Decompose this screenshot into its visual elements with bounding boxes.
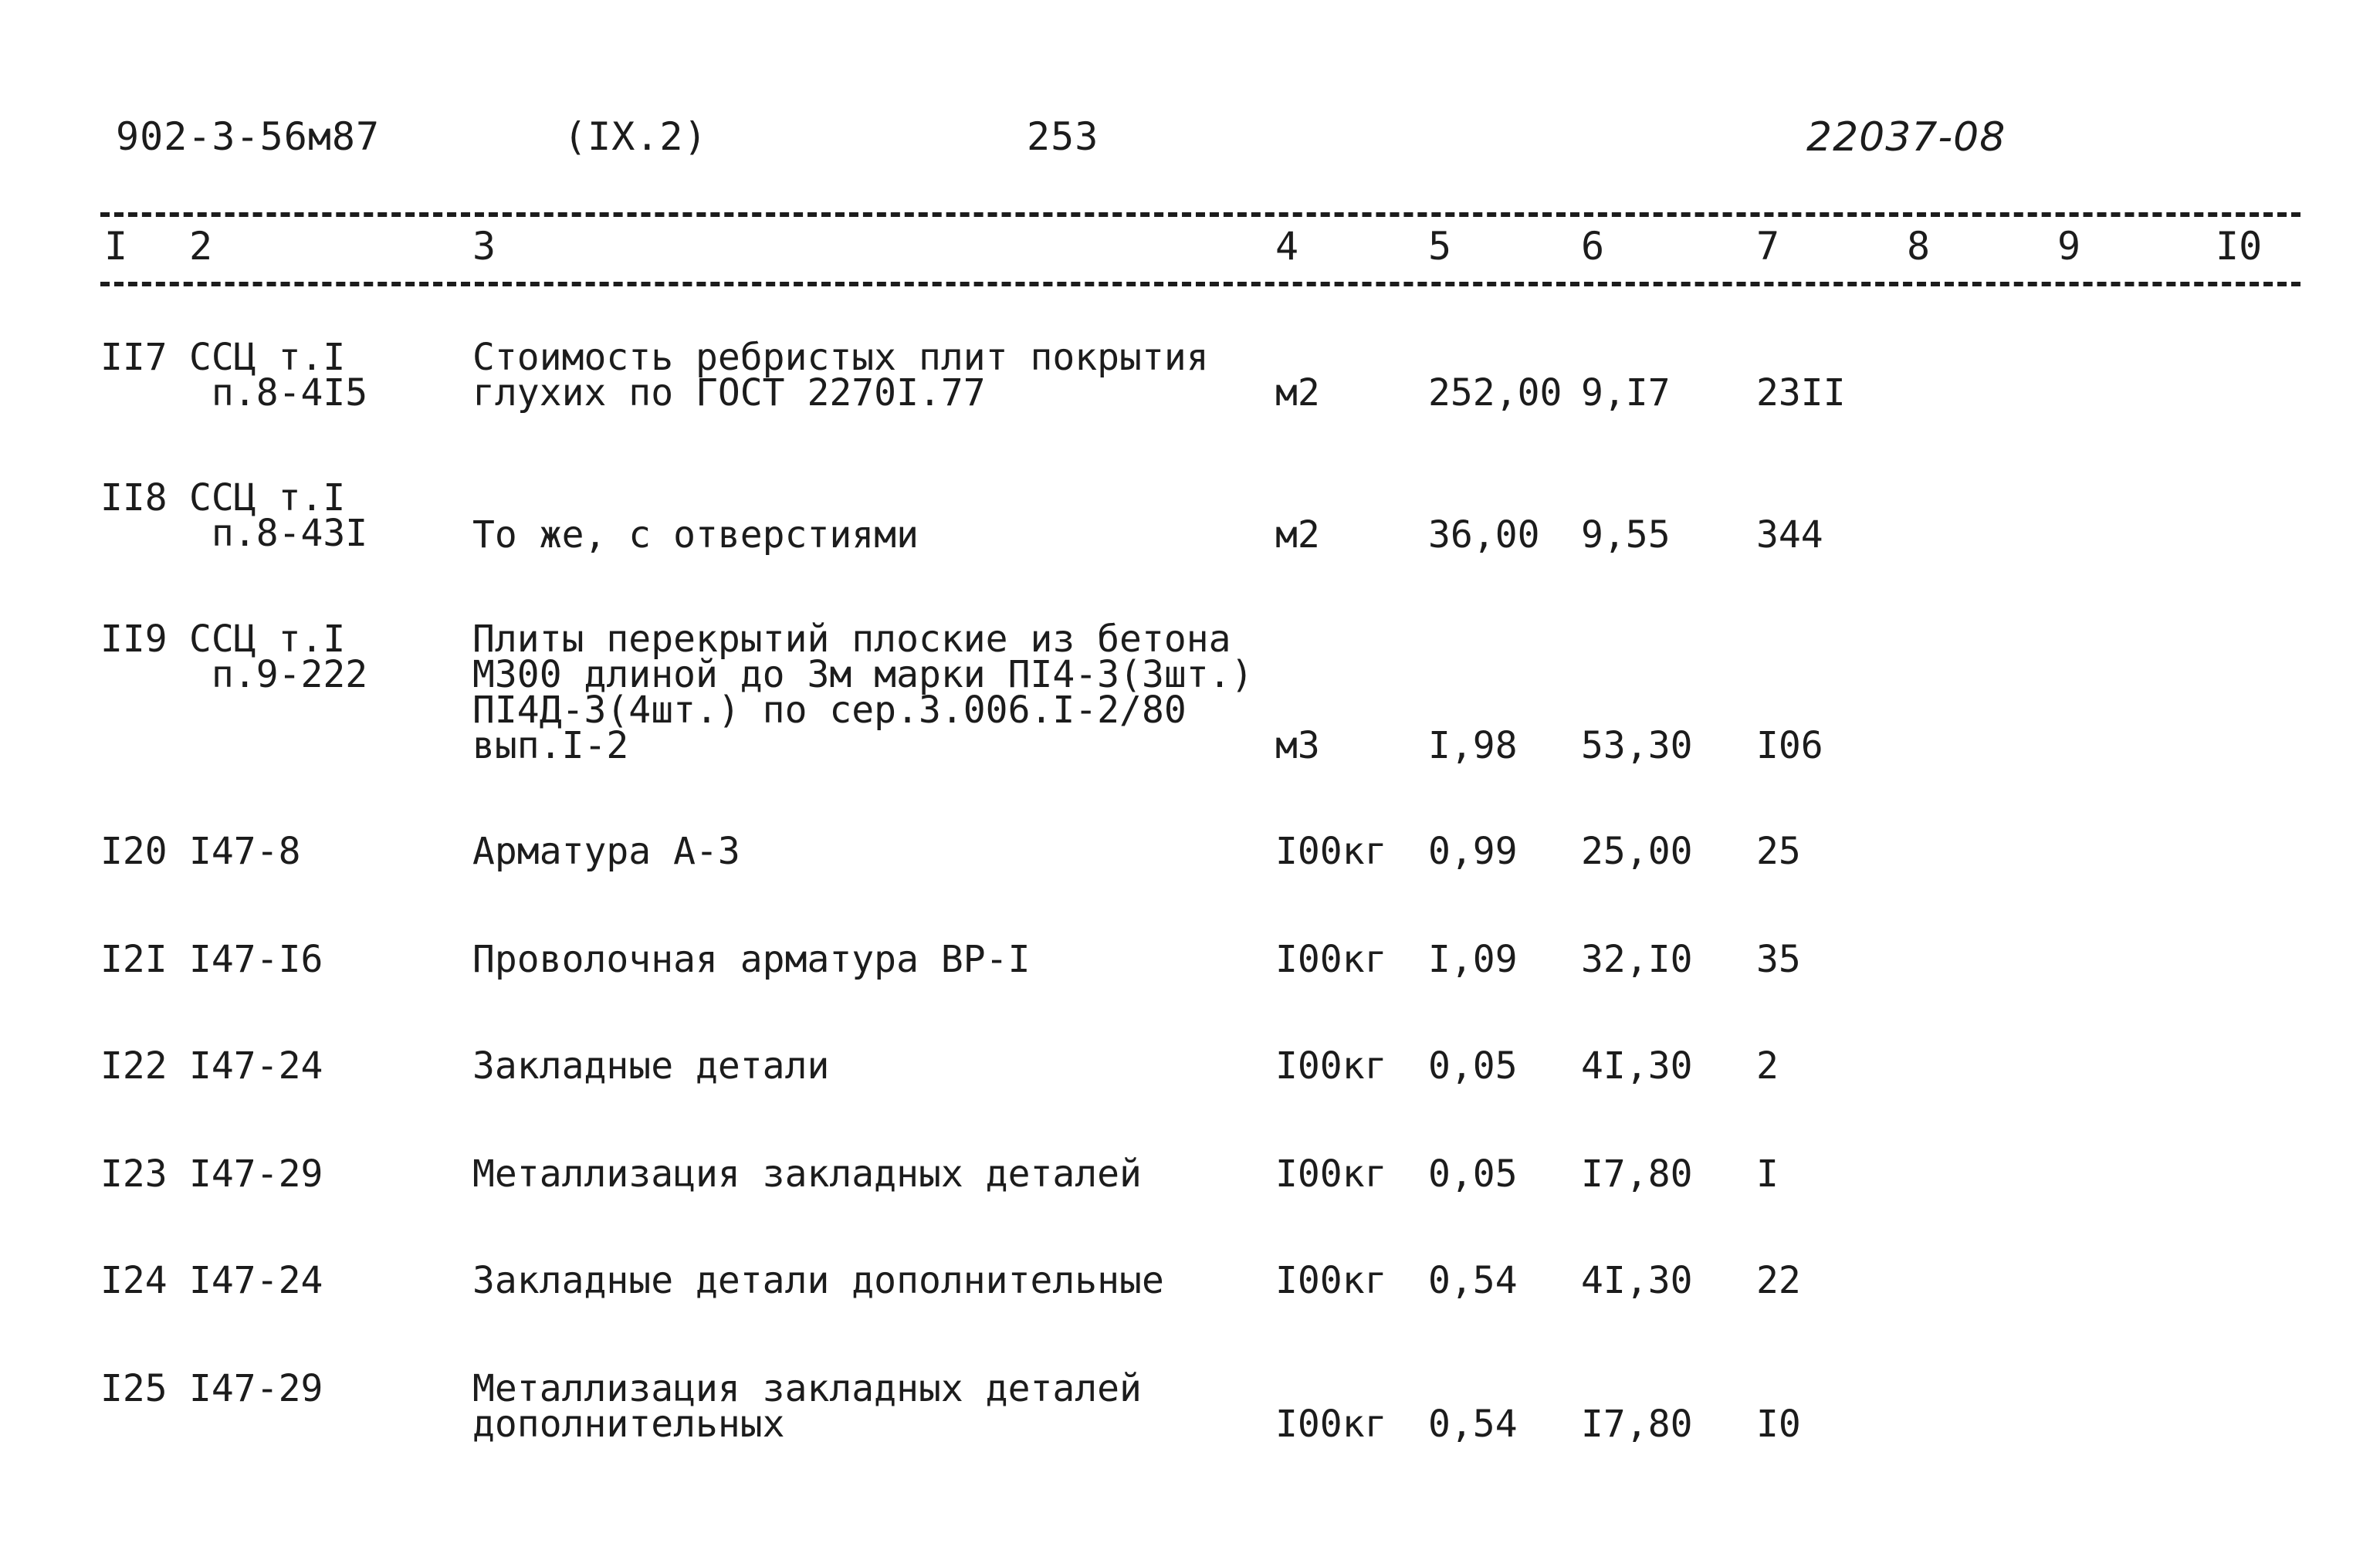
row-total: I bbox=[1756, 1152, 1779, 1196]
column-number: 3 bbox=[472, 224, 496, 269]
row-description: Арматура А-3 bbox=[472, 830, 740, 873]
row-unit: м2 bbox=[1275, 371, 1320, 415]
row-reference: I47-8 bbox=[189, 830, 301, 873]
row-reference: I47-29 bbox=[189, 1367, 323, 1410]
row-price: I7,80 bbox=[1581, 1152, 1693, 1196]
row-unit: I00кг bbox=[1275, 1152, 1387, 1196]
row-unit: м2 bbox=[1275, 513, 1320, 557]
row-reference: I47-I6 bbox=[189, 938, 323, 981]
column-number: 4 bbox=[1275, 224, 1299, 269]
row-description: То же, с отверстиями bbox=[472, 513, 919, 557]
row-reference: I47-24 bbox=[189, 1259, 323, 1302]
row-total: 23II bbox=[1756, 371, 1846, 415]
row-price: 4I,30 bbox=[1581, 1044, 1693, 1088]
row-description: Металлизация закладных деталей bbox=[472, 1152, 1142, 1196]
row-total: I06 bbox=[1756, 724, 1823, 767]
row-description: Закладные детали дополнительные bbox=[472, 1259, 1164, 1302]
row-reference: I47-29 bbox=[189, 1152, 323, 1196]
row-number: II9 bbox=[100, 618, 168, 661]
row-quantity: 0,54 bbox=[1428, 1403, 1518, 1446]
row-price: 9,I7 bbox=[1581, 371, 1671, 415]
row-total: 35 bbox=[1756, 938, 1801, 981]
row-quantity: I,09 bbox=[1428, 938, 1518, 981]
row-description: Металлизация закладных деталей дополнительных bbox=[472, 1367, 1142, 1446]
row-total: 344 bbox=[1756, 513, 1823, 557]
column-number: 9 bbox=[2057, 224, 2081, 269]
row-reference: ССЦ т.I п.8-43I bbox=[189, 476, 368, 555]
column-number: 5 bbox=[1428, 224, 1452, 269]
row-number: II7 bbox=[100, 336, 168, 379]
column-number: 8 bbox=[1907, 224, 1931, 269]
row-total: 22 bbox=[1756, 1259, 1801, 1302]
column-number: 6 bbox=[1581, 224, 1605, 269]
row-unit: I00кг bbox=[1275, 830, 1387, 873]
row-quantity: 0,54 bbox=[1428, 1259, 1518, 1302]
row-unit: I00кг bbox=[1275, 1044, 1387, 1088]
row-price: I7,80 bbox=[1581, 1403, 1693, 1446]
row-description: Плиты перекрытий плоские из бетона М300 длиной до 3м марки ПI4-3(3шт.) ПI4Д-3(4шт.) по сер.3.006.I-2/80 вып.I-2 bbox=[472, 618, 1254, 767]
row-reference: I47-24 bbox=[189, 1044, 323, 1088]
row-price: 4I,30 bbox=[1581, 1259, 1693, 1302]
row-description: Закладные детали bbox=[472, 1044, 830, 1088]
row-number: I20 bbox=[100, 830, 168, 873]
row-unit: м3 bbox=[1275, 724, 1320, 767]
row-price: 32,I0 bbox=[1581, 938, 1693, 981]
row-quantity: 0,05 bbox=[1428, 1044, 1518, 1088]
document-code: 902-3-56м87 bbox=[116, 114, 381, 159]
page-number: 253 bbox=[1027, 114, 1099, 159]
row-quantity: I,98 bbox=[1428, 724, 1518, 767]
row-number: I22 bbox=[100, 1044, 168, 1088]
row-total: 2 bbox=[1756, 1044, 1779, 1088]
row-reference: ССЦ т.I п.9-222 bbox=[189, 618, 368, 696]
column-number: 2 bbox=[189, 224, 213, 269]
row-quantity: 252,00 bbox=[1428, 371, 1562, 415]
row-price: 25,00 bbox=[1581, 830, 1693, 873]
row-unit: I00кг bbox=[1275, 1403, 1387, 1446]
column-number: I bbox=[104, 224, 128, 269]
row-quantity: 0,05 bbox=[1428, 1152, 1518, 1196]
row-description: Проволочная арматура ВР-I bbox=[472, 938, 1031, 981]
row-quantity: 36,00 bbox=[1428, 513, 1540, 557]
document-number: 22037-08 bbox=[1806, 114, 2006, 161]
row-number: I2I bbox=[100, 938, 168, 981]
section-label: (IX.2) bbox=[564, 114, 708, 159]
column-number: I0 bbox=[2216, 224, 2263, 269]
column-number: 7 bbox=[1756, 224, 1780, 269]
row-total: I0 bbox=[1756, 1403, 1801, 1446]
row-description: Стоимость ребристых плит покрытия глухих по ГОСТ 2270I.77 bbox=[472, 336, 1209, 415]
row-price: 53,30 bbox=[1581, 724, 1693, 767]
row-reference: ССЦ т.I п.8-4I5 bbox=[189, 336, 368, 415]
row-number: I24 bbox=[100, 1259, 168, 1302]
row-number: I23 bbox=[100, 1152, 168, 1196]
row-unit: I00кг bbox=[1275, 938, 1387, 981]
row-unit: I00кг bbox=[1275, 1259, 1387, 1302]
row-total: 25 bbox=[1756, 830, 1801, 873]
row-number: I25 bbox=[100, 1367, 168, 1410]
row-quantity: 0,99 bbox=[1428, 830, 1518, 873]
row-price: 9,55 bbox=[1581, 513, 1671, 557]
row-number: II8 bbox=[100, 476, 168, 519]
